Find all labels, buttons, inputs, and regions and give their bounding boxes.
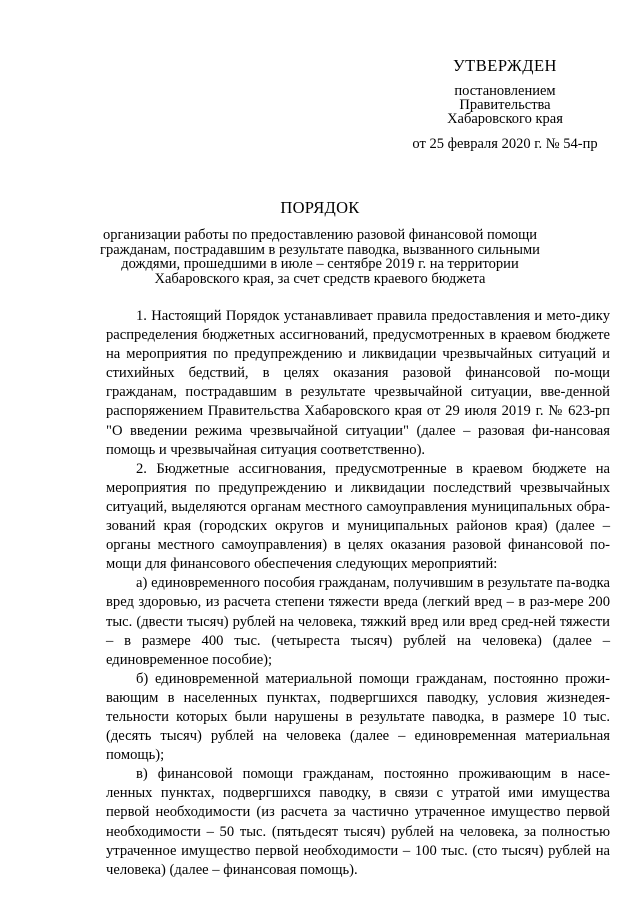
subtitle-line: гражданам, пострадавшим в результате паводка, вызванного сильными [100, 241, 540, 258]
document-body [106, 307, 610, 880]
document-title-block [80, 198, 560, 286]
paragraph-2: 2. Бюджетные ассигнования, предусмотренные в краевом бюджете на мероприятия по предупреждению и ликвидации последствий чрезвычайных ситуаций, выделяются органам местного самоуправления муниципальных обра-зований края (городских округов и муниципальных районов края) (далее – органы местного самоуправления) в целях оказания разовой финансовой по-мощи для финансового обеспечения следующих мероприятий: [106, 460, 610, 573]
approval-line-government: Правительства [459, 97, 551, 113]
approval-block [380, 56, 630, 153]
approval-date: от 25 февраля 2020 г. № 54-пр [412, 136, 598, 152]
paragraph-2a: а) единовременного пособия гражданам, получившим в результате па-водка вред здоровью, из расчета степени тяжести вреда (легкий вред – в раз-мере 200 тыс. (двести тысяч) рублей на человека, тяжкий вред или вред сред-ней тяжести – в размере 400 тыс. (четыреста тысяч) рублей на человека) (далее – единовременное пособие); [106, 575, 610, 668]
subtitle-line: дождями, прошедшими в июле – сентябре 2019 г. на территории [121, 256, 519, 272]
paragraph-2c: в) финансовой помощи гражданам, постоянно проживающим в насе-ленных пунктах, подвергшихся паводку, в связи с утратой ими имущества первой необходимости (из расчета за частично утраченное имущество первой необходимости – 50 тыс. (пятьдесят тысяч) рублей на человека, за полностью утраченное имущество первой необходимости – 100 тыс. (сто тысяч) рублей на человека) (далее – финансовая помощь). [106, 766, 610, 878]
paragraph-2b: б) единовременной материальной помощи гражданам, постоянно прожи-вающим в населенных пунктах, подвергшихся паводку, условия жизнедея-тельности которых были нарушены в результате паводка, в размере 10 тыс. (десять тысяч) рублей на человека (далее – единовременная материальная помощь); [106, 670, 610, 764]
document-title: ПОРЯДОК [280, 198, 360, 217]
subtitle-line: организации работы по предоставлению разовой финансовой помощи [102, 227, 538, 243]
approval-heading: УТВЕРЖДЕН [453, 56, 557, 75]
paragraph-1: 1. Настоящий Порядок устанавливает правила предоставления и мето-дику распределения бюджетных ассигнований, предусмотренных в краевом бюджете на мероприятия по предупреждению и ликвидации чрезвычайных ситуаций и стихийных бедствий, в целях оказания разовой финансовой по-мощи гражданам, пострадавшим в результате чрезвычайной ситуации, вве-денной распоряжением Правительства Хабаровского края от 29 июля 2019 г. № 623-рп "О введении режима чрезвычайной ситуации" (далее – разовая фи-нансовая помощь и чрезвычайная ситуация соответственно). [106, 308, 610, 458]
approval-line-region: Хабаровского края [447, 111, 563, 127]
subtitle-line: Хабаровского края, за счет средств краевого бюджета [154, 270, 486, 287]
approval-line-resolution: постановлением [454, 83, 556, 99]
